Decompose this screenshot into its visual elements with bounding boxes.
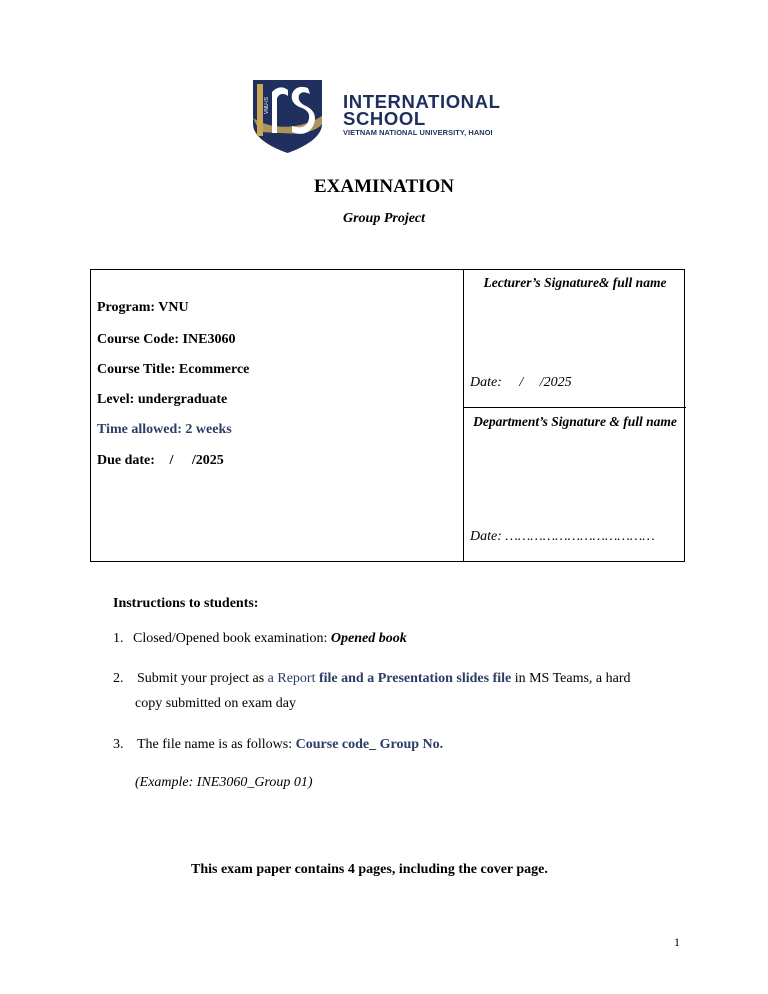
instruction-item-2-cont: copy submitted on exam day xyxy=(135,696,296,711)
instruction-item-2 xyxy=(113,671,683,687)
instruction-emphasis: file and a Presentation slides file xyxy=(315,671,512,686)
course-code-line: Course Code: INE3060 xyxy=(97,332,236,347)
lecturer-date xyxy=(470,375,572,391)
level-line: Level: undergraduate xyxy=(97,392,228,407)
instruction-number: 2. xyxy=(113,671,124,686)
instruction-emphasis: Opened book xyxy=(330,631,407,646)
instruction-report: a Report xyxy=(267,671,316,686)
instruction-text: The file name is as follows: xyxy=(137,737,296,752)
crest-icon xyxy=(250,78,340,154)
logo-text-line3: VIETNAM NATIONAL UNIVERSITY, HANOI xyxy=(343,128,493,137)
instruction-item-3 xyxy=(113,737,443,753)
due-date-line xyxy=(97,453,224,469)
svg-text:VNU-IS: VNU-IS xyxy=(264,97,270,114)
exam-info-table xyxy=(90,269,685,562)
signature-divider xyxy=(464,407,686,408)
lecturer-date-year: /2025 xyxy=(539,375,572,390)
instruction-text-b: in MS Teams, a hard xyxy=(511,671,631,686)
department-signature-label: Department’s Signature & full name xyxy=(473,414,677,429)
due-date-slash: / xyxy=(169,453,174,468)
department-date: Date: ……………………………… xyxy=(470,529,655,544)
instruction-item-1 xyxy=(113,631,407,647)
instruction-text: Closed/Opened book examination: xyxy=(133,631,331,646)
page-number: 1 xyxy=(674,935,680,949)
due-date-label: Due date: xyxy=(97,453,155,468)
logo-text-line2: SCHOOL xyxy=(343,108,426,129)
page-subtitle: Group Project xyxy=(342,211,426,226)
lecturer-date-slash: / xyxy=(519,375,524,390)
course-title-line: Course Title: Ecommerce xyxy=(97,362,250,377)
page-count-note: This exam paper contains 4 pages, including the cover page. xyxy=(191,862,548,877)
instruction-emphasis: Course code_ Group No. xyxy=(295,737,444,752)
instruction-number: 3. xyxy=(113,737,124,752)
page-title: EXAMINATION xyxy=(313,176,455,197)
instructions-heading: Instructions to students: xyxy=(113,596,259,611)
logo-text-line1: INTERNATIONAL xyxy=(343,91,501,112)
time-allowed-line: Time allowed: 2 weeks xyxy=(97,422,232,437)
due-date-year: /2025 xyxy=(191,453,224,468)
instruction-text: Submit your project as xyxy=(137,671,268,686)
program-line: Program: VNU xyxy=(97,300,189,315)
filename-example: (Example: INE3060_Group 01) xyxy=(135,775,313,790)
signature-column xyxy=(463,270,686,561)
lecturer-date-label: Date: xyxy=(470,375,502,390)
instruction-number: 1. xyxy=(113,631,124,646)
lecturer-signature-label: Lecturer’s Signature& full name xyxy=(483,275,667,290)
